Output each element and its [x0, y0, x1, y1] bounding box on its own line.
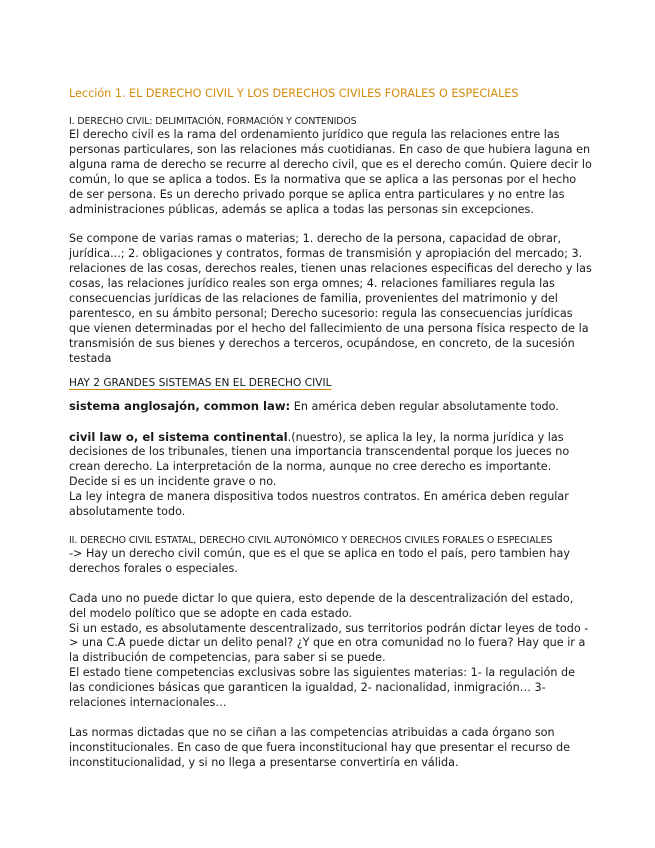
section2-paragraph-3: El estado tiene competencias exclusivas sobre las siguientes materias: 1- la regulación de las condiciones básicas que garanticen la igualdad, 2- nacionalidad, inmigración… 3- relaciones internacionales…: [69, 666, 575, 710]
continental-paragraph-2: La ley integra de manera dispositiva todos nuestros contratos. En américa deben regular absolutamente todo.: [69, 490, 569, 519]
continental-term: civil law o, el sistema continental: [69, 429, 288, 444]
systems-heading: HAY 2 GRANDES SISTEMAS EN EL DERECHO CIVIL: [69, 376, 332, 389]
anglosaxon-text: En américa deben regular absolutamente todo.: [290, 399, 559, 413]
section1-paragraph-2: Se compone de varias ramas o materias; 1. derecho de la persona, capacidad de obrar, jurídica...; 2. obligaciones y contratos, formas de transmisión y apropiación del mercado; 3. relaciones de las cosas, derechos reales, tienen unas relaciones especificas del derecho y las cosas, las relaciones jurídico reales son erga omnes; 4. relaciones familiares regula las consecuencias jurídicas de las relaciones de familia, provenientes del matrimonio y del parentesco, en su ámbito personal; Derecho sucesorio: regula las consecuencias jurídicas que vienen determinadas por el hecho del fallecimiento de una persona física respecto de la transmisión de sus bienes y derechos a terceros, ocupándose, en concreto, de la sucesión testada: [69, 232, 592, 365]
continental-paragraph: [69, 430, 593, 491]
section2-paragraph-4: Las normas dictadas que no se ciñan a las competencias atribuidas a cada órgano son inconstitucionales. En caso de que fuera inconstitucional hay que presentar el recurso de inconstitucionalidad, y si no llega a presentarse convertiría en válida.: [69, 726, 571, 769]
section2-heading: II. DERECHO CIVIL ESTATAL, DERECHO CIVIL AUTONÓMICO Y DERECHOS CIVILES FORALES O ESPECIALES: [69, 534, 553, 546]
lesson-title: Lección 1. EL DERECHO CIVIL Y LOS DERECHOS CIVILES FORALES O ESPECIALES: [69, 87, 519, 100]
continental-text: .(nuestro), se aplica la ley, la norma jurídica y las decisiones de los tribunales, tienen una importancia transcendental porque los jueces no crean derecho. La interpretación de la norma, aunque no cree derecho es importante. Decide si es un incidente grave o no.: [69, 430, 570, 489]
section2-paragraph-2: Si un estado, es absolutamente descentralizado, sus territorios podrán dictar leyes de todo -> una C.A puede dictar un delito penal? ¿Y que en otra comunidad no lo fuera? Hay que ir a la distribución de competencias, para saber si se puede.: [69, 621, 589, 665]
anglosaxon-term: sistema anglosajón, common law:: [69, 398, 291, 413]
section1-paragraph-1: El derecho civil es la rama del ordenamiento jurídico que regula las relaciones entre las personas particulares, son las relaciones más cuotidianas. En caso de que hubiera laguna en alguna rama de derecho se recurre al derecho civil, que es el derecho común. Quiere decir lo común, lo que se aplica a todos. Es la normativa que se aplica a las personas por el hecho de ser persona. Es un derecho privado porque se aplica entra particulares y no entre las administraciones públicas, además se aplica a todas las personas sin excepciones.: [69, 128, 592, 216]
anglosaxon-paragraph: [69, 399, 593, 415]
section2-arrow-paragraph: -> Hay un derecho civil común, que es el que se aplica en todo el país, pero tambien hay derechos forales o especiales.: [69, 546, 570, 575]
section1-heading: I. DERECHO CIVIL: DELIMITACIÓN, FORMACIÓN Y CONTENIDOS: [69, 116, 357, 127]
document-page: [69, 86, 593, 771]
section2-paragraph-1: Cada uno no puede dictar lo que quiera, esto depende de la descentralización del estado, del modelo político que se adopte en cada estado.: [69, 591, 574, 620]
